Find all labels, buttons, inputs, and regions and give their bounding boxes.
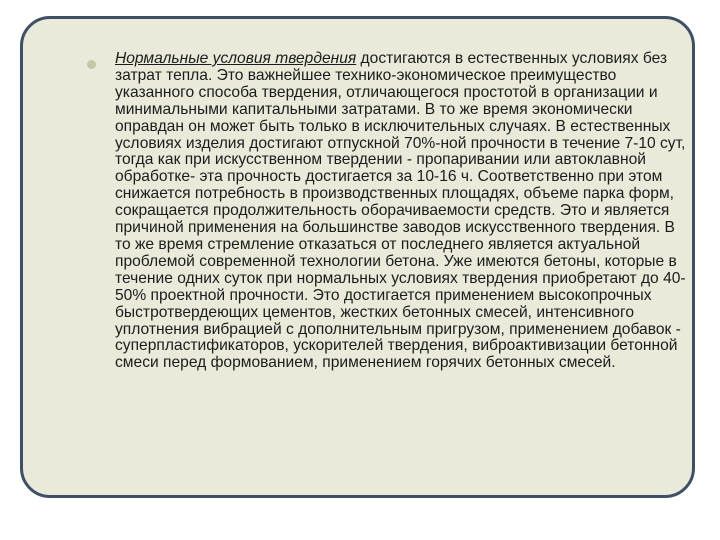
slide-paragraph	[115, 51, 689, 372]
bullet-icon	[87, 60, 96, 69]
paragraph-lead-term: Нормальные условия твердения	[115, 50, 357, 67]
slide-content-frame	[20, 16, 695, 498]
paragraph-body-text: достигаются в естественных условиях без затрат тепла. Это важнейшее технико-экономическое преимущество указанного способа твердения, отличающегося простотой в организации и минимальными капитальными затратами. В то же время экономически оправдан он может быть только в исключительных случаях. В естественных условиях изделия достигают отпускной 70%-ной прочности в течение 7-10 сут, тогда как при искусственном твердении - пропаривании или автоклавной обработке- эта прочность достигается за 10-16 ч. Соответственно при этом снижается потребность в производственных площадях, объеме парка форм, сокращается продолжительность оборачиваемости средств. Это и является причиной применения на большинстве заводов искусственного твердения. В то же время стремление отказаться от последнего является актуальной проблемой современной технологии бетона. Уже имеются бетоны, которые в течение одних суток при нормальных условиях твердения приобретают до 40-50% проектной прочности. Это достигается применением высокопрочных быстротвердеющих цементов, жестких бетонных смесей, интенсивного уплотнения вибрацией с дополнительным пригрузом, применением добавок - суперпластификаторов, ускорителей твердения, виброактивизации бетонной смеси перед формованием, применением горячих бетонных смесей.	[115, 50, 686, 372]
